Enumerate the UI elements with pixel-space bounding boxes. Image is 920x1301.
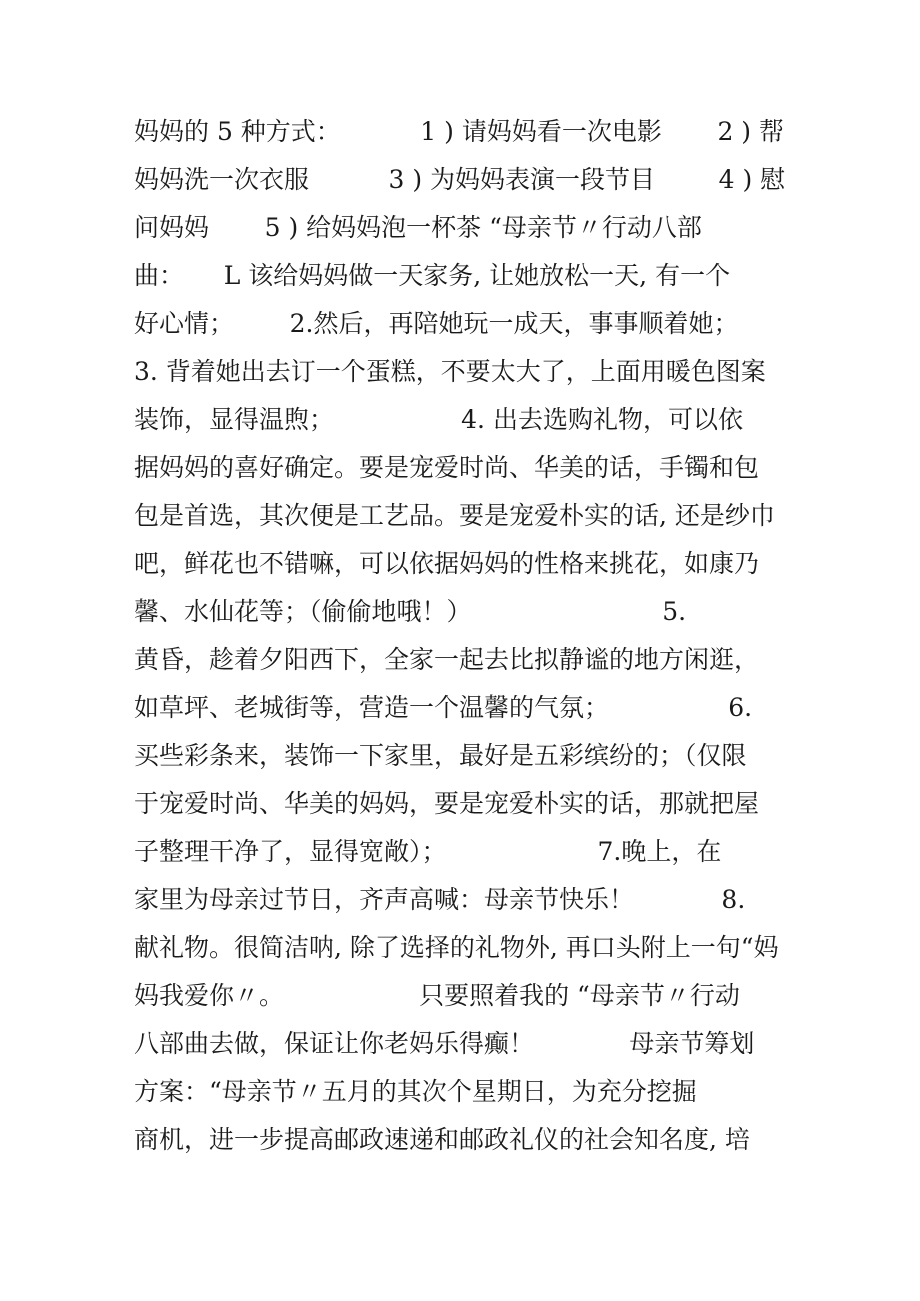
text-line: 吧，鲜花也不错嘛，可以依据妈妈的性格来挑花，如康乃 [134,549,760,578]
text-line: 3. 背着她出去订一个蛋糕，不要太大了，上面用暖色图案 [134,357,766,386]
text-line: 家里为母亲过节日，齐声高喊：母亲节快乐！ 8. [134,885,746,914]
text-line: 曲： L 该给妈妈做一天家务, 让她放松一天, 有一个 [134,261,731,290]
text-line: 子整理干净了，显得宽敞）； 7.晚上，在 [134,837,722,866]
text-line: 馨、水仙花等；（偷偷地哦！） 5. [134,597,687,626]
text-line: 黄昏，趁着夕阳西下，全家一起去比拟静谧的地方闲逛， [134,645,760,674]
text-line: 妈妈洗一次衣服 3 ) 为妈妈表演一段节目 4 ) 慰 [134,165,786,194]
text-line: 如草坪、老城街等，营造一个温馨的气氛； 6. [134,693,753,722]
text-line: 包是首选，其次便是工艺品。要是宠爱朴实的话, 还是纱巾 [134,501,775,530]
text-line: 献礼物。很简洁呐, 除了选择的礼物外, 再口头附上一句“妈 [134,933,779,962]
text-line: 据妈妈的喜好确定。要是宠爱时尚、华美的话，手镯和包 [134,453,760,482]
text-line: 妈妈的 5 种方式： 1 ) 请妈妈看一次电影 2 ) 帮 [134,117,785,146]
text-line: 买些彩条来，装饰一下家里，最好是五彩缤纷的；（仅限 [134,741,747,770]
text-line: 方案：“母亲节〃五月的其次个星期日，为充分挖掘 [134,1077,697,1106]
text-line: 问妈妈 5 ) 给妈妈泡一杯茶 “母亲节〃行动八部 [134,213,702,242]
text-line: 好心情； 2.然后，再陪她玩一成天，事事顺着她； [134,309,739,338]
text-line: 装饰，显得温煦； 4. 出去选购礼物，可以依 [134,405,743,434]
text-line: 八部曲去做，保证让你老妈乐得癫！ 母亲节筹划 [134,1029,755,1058]
text-line: 于宠爱时尚、华美的妈妈，要是宠爱朴实的话，那就把屋 [134,789,760,818]
text-line: 商机，进一步提高邮政速递和邮政礼仪的社会知名度, 培 [134,1125,750,1154]
text-line: 妈我爱你〃。 只要照着我的 “母亲节〃行动 [134,981,740,1010]
